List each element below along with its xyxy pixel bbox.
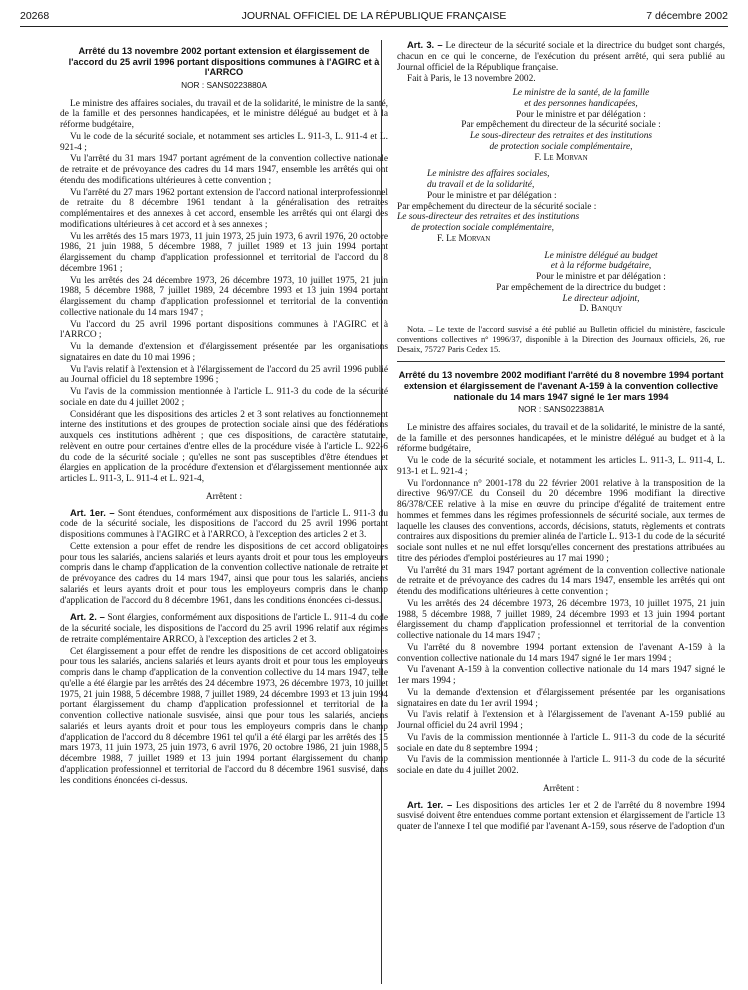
preamble-paragraph: Vu le code de la sécurité sociale, et notamment ses articles L. 911-3, L. 911-4 et L. 921-4 ; [60, 131, 388, 153]
preamble-paragraph: Vu l'arrêté du 31 mars 1947 portant agrément de la convention collective nationale de retraite et de prévoyance des cadres du 14 mars 1947, ensemble les arrêtés qui ont étendu des modifications ultérieures à cette convention ; [60, 154, 388, 186]
article-label: Art. 1er. – [70, 506, 115, 518]
preamble-paragraph: Considérant que les dispositions des articles 2 et 3 sont relatives au fonctionnement interne des institutions et des groupes de protection sociale ainsi que des fédérations auxquels ces institutions adhèrent ; que ces dispositions, de caractère statutaire, relèvent en outre pour certaines d'entre elles de la procédure visée à l'article L. 922-6 du code de la sécurité sociale ; qu'elles ne sont pas susceptibles d'être étendues et élargies en application de la procédure d'extension et d'élargissement mentionnée aux articles L. 911-3, L. 911-4 et L. 921-4, [60, 409, 388, 485]
arretent-heading: Arrêtent : [542, 783, 580, 794]
page-header [20, 8, 728, 27]
preamble-paragraph: Vu les arrêtés des 24 décembre 1973, 26 décembre 1973, 10 juillet 1975, 21 juin 1988, 5 décembre 1988, 7 juillet 1989, 24 décembre 1993 et 13 juin 1994 portant élargissement du champ d'application professionnel et territorial de la convention collective nationale du 14 mars 1947 ; [60, 275, 388, 318]
article-3: Art. 3. – Le directeur de la sécurité sociale et la directrice du budget sont chargés, chacun en ce qui le concerne, de l'exécution du présent arrêté, qui sera publié au Journal officiel de la République française. [397, 40, 725, 73]
article-2-para-2: Cet élargissement a pour effet de rendre les dispositions de cet accord obligatoires pour tous les salariés, anciens salariés et leurs ayants droit et pour tous les employeurs compris dans le champ d'application de la convention collective du 14 mars 1947, telle qu'elle a été élargie par les arrêtés des 24 décembre 1973, 26 décembre 1973, 10 juillet 1975, 21 juin 1988, 5 décembre 1988, 7 juillet 1989, 24 décembre 1993 et 13 juin 1994 portant élargissement du champ d'application professionnel et territorial de la convention collective nationale susvisée, ainsi que pour tous les salariés, anciens salariés et leurs ayants droit et pour tous les employeurs compris dans le champ d'application de l'accord du 8 décembre 1961 tel qu'il a été élargi par les arrêtés des 15 mars 1973, 11 juin 1973, 25 juin 1973, 6 avril 1976, 20 octobre 1986, 21 juin 1988, 5 décembre 1988, 7 juillet 1989 et 13 juin 1994 portant élargissement du champ d'application professionnel et territorial de l'accord du 8 décembre 1961 susvisé, dans les conditions énoncées ci-dessus. [60, 646, 388, 786]
article-1: Art. 1er. – Les dispositions des articles 1er et 2 de l'arrêté du 8 novembre 1994 susvisé doivent être entendues comme portant extension et élargissement de l'article 13 quater de l'annexe I tel que modifié par l'avenant A-159, sous réserve de l'adoption d'un [397, 798, 725, 833]
preamble-paragraph: Vu l'ordonnance n° 2001-178 du 22 février 2001 relative à la transposition de la directive 96/97/CE du Conseil du 20 décembre 1996 modifiant la directive 86/378/CEE relative à la mise en œuvre du principe d'égalité de traitement entre hommes et femmes dans les régimes professionnels de sécurité sociale, aux termes de laquelle les clauses des conventions, accords, décisions, statuts, règlements et contrats contraires aux dispositions du premier alinéa de l'article L. 913-1 du code de la sécurité sociale sont nulles et ne nul effet lorsqu'elles concernent des prestations attribuées au titre des périodes d'emploi postérieures au 17 mai 1990 ; [397, 478, 725, 564]
preamble-paragraph: Le ministre des affaires sociales, du travail et de la solidarité, le ministre de la santé, de la famille et des personnes handicapées, et le ministre délégué au budget et à la réforme budgétaire, [397, 422, 725, 455]
fait-a-paris: Fait à Paris, le 13 novembre 2002. [407, 74, 536, 85]
article-2: Art. 2. – Sont élargies, conformément aux dispositions de l'article L. 911-4 du code de la sécurité sociale, les dispositions de l'accord du 25 avril 1996 relatif aux régimes de retraite complémentaire ARRCO, à l'exception des articles 2 et 3. [60, 611, 388, 645]
preamble-paragraph: Vu l'avenant A-159 à la convention collective nationale du 14 mars 1947 signé le 1er mars 1994 ; [397, 665, 725, 687]
article-1-para-2: Cette extension a pour effet de rendre les dispositions de cet accord obligatoires pour tous les salariés, anciens salariés et leurs ayants droit et pour tous les employeurs compris dans le champ d'application de la convention collective nationale de retraite et de prévoyance des cadres du 14 mars 1947, ainsi que pour tous les salariés, anciens salariés et leurs ayants droit et pour tous les employeurs compris dans le champ d'application de l'accord du 8 décembre 1961, dans les conditions énoncées ci-dessus. [60, 541, 388, 606]
preamble-paragraph: Vu la demande d'extension et d'élargissement présentée par les organisations signataires en date du 10 mai 1996 ; [60, 342, 388, 363]
page-number: 20268 [20, 10, 50, 22]
nor-reference: NOR : SANS0223880A [181, 79, 267, 90]
preamble-paragraph: Vu l'avis de la commission mentionnée à l'article L. 911-3 du code de la sécurité sociale en date du 4 juillet 2002 ; [60, 387, 388, 408]
preamble-paragraph: Vu le code de la sécurité sociale, et notamment les articles L. 911-3, L. 911-4, L. 913-1 et L. 921-4 ; [397, 456, 725, 477]
preamble-paragraph: Vu l'arrêté du 31 mars 1947 portant agrément de la convention collective nationale de retraite et de prévoyance des cadres du 14 mars 1947, ensemble les arrêtés qui ont étendu des modifications ultérieures à cette convention ; [397, 565, 725, 598]
article-1: Art. 1er. – Sont étendues, conformément aux dispositions de l'article L. 911-3 du code de la sécurité sociale, les dispositions de l'accord du 25 avril 1996 portant dispositions communes à l'AGIRC et à l'ARRCO, à l'exception des articles 2 et 3. [60, 506, 388, 541]
nota: Nota. – Le texte de l'accord susvisé a été publié au Bulletin officiel du ministère, fascicule conventions collectives n° 1996/37, disponible à la Direction des Journaux officiels, 26, rue Desaix, 75727 Paris Cedex 15. [397, 325, 725, 354]
journal-title: JOURNAL OFFICIEL DE LA RÉPUBLIQUE FRANÇAISE [241, 10, 507, 22]
preamble-paragraph: Vu les arrêtés des 24 décembre 1973, 26 décembre 1973, 10 juillet 1975, 21 juin 1988, 5 décembre 1988, 7 juillet 1989, 24 décembre 1993 et 13 juin 1994 portant élargissement du champ d'application professionnel et territorial de la convention collective nationale du 14 mars 1947 ; [397, 598, 725, 642]
article-label: Art. 1er. – [407, 798, 453, 810]
nor-reference: NOR : SANS0223881A [518, 404, 604, 415]
preamble-paragraph: Vu l'accord du 25 avril 1996 portant dispositions communes à l'AGIRC et à l'ARRCO ; [60, 319, 388, 341]
preamble-paragraph: Vu les arrêtés des 15 mars 1973, 11 juin 1973, 25 juin 1973, 6 avril 1976, 20 octobre 1986, 21 juin 1988, 5 décembre 1988, 7 juillet 1989 et 13 juin 1994 portant élargissement du champ d'application professionnel et territorial de l'accord du 8 décembre 1961 ; [60, 231, 388, 274]
signature-block: Le ministre délégué au budget et à la réforme budgétaire, Pour le ministre et par délégation : Par empêchement de la directrice du budget : Le directeur adjoint, D. Banquy [496, 250, 666, 315]
decree-title: Arrêté du 13 novembre 2002 modifiant l'arrêté du 8 novembre 1994 portant extension et élargissement de l'avenant A-159 à la convention collective nationale du 14 mars 1947 signé le 1er mars 1994 [398, 370, 724, 402]
preamble-paragraph: Vu l'arrêté du 8 novembre 1994 portant extension de l'avenant A-159 à la convention collective nationale du 14 mars 1947 signé le 1er mars 1994 ; [397, 642, 725, 664]
decree-title: Arrêté du 13 novembre 2002 portant extension et élargissement de l'accord du 25 avril 1996 portant dispositions communes à l'AGIRC et à l'ARRCO [68, 46, 380, 78]
preamble-paragraph: Vu l'avis de la commission mentionnée à l'article L. 911-3 du code de la sécurité sociale en date du 4 juillet 2002. [397, 755, 725, 777]
issue-date: 7 décembre 2002 [646, 10, 728, 22]
signature-block: Le ministre de la santé, de la famille et des personnes handicapées, Pour le ministre et par délégation : Par empêchement du directeur de la sécurité sociale : Le sous-directeur des retraites et des institutions de protection sociale complémentaire, F. Le Morvan [461, 88, 661, 163]
preamble-paragraph: Vu la demande d'extension et d'élargissement présentée par les organisations signataires en date du 1er avril 1994 ; [397, 687, 725, 709]
article-label: Art. 2. – [70, 611, 105, 623]
preamble-paragraph: Le ministre des affaires sociales, du travail et de la solidarité, le ministre de la santé, de la famille et des personnes handicapées, et le ministre délégué au budget et à la réforme budgétaire, [60, 98, 388, 131]
preamble-paragraph: Vu l'avis relatif à l'extension et à l'élargissement de l'avenant A-159 publié au Journal officiel du 24 avril 1994 ; [397, 710, 725, 732]
signature-block: Le ministre des affaires sociales, du travail et de la solidarité, Pour le ministre et par délégation : Par empêchement du directeur de la sécurité sociale : Le sous-directeur des retraites et des institutions de protection sociale complémentaire, F. Le Morvan [397, 169, 597, 244]
section-separator [397, 361, 725, 362]
article-label: Art. 3. – [407, 40, 443, 50]
arretent-heading: Arrêtent : [205, 491, 243, 502]
left-column [60, 46, 388, 984]
preamble-paragraph: Vu l'avis de la commission mentionnée à l'article L. 911-3 du code de la sécurité sociale en date du 8 septembre 1994 ; [397, 732, 725, 754]
right-column [397, 40, 725, 984]
preamble-paragraph: Vu l'avis relatif à l'extension et à l'élargissement de l'accord du 25 avril 1996 publié au Journal officiel du 18 septembre 1996 ; [60, 364, 388, 386]
preamble-paragraph: Vu l'arrêté du 27 mars 1962 portant extension de l'accord national interprofessionnel de retraite du 8 décembre 1961 tendant à la généralisation des retraites complémentaires et des annexes à cet accord, ensemble les arrêtés qui ont élargi des modifications ultérieures à cet accord et à ses annexes ; [60, 187, 388, 230]
